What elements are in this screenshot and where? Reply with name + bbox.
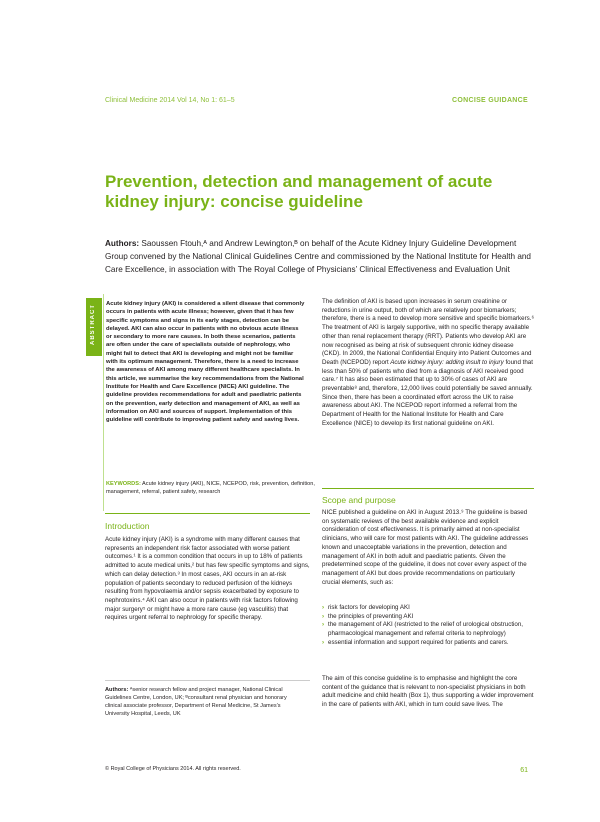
author-notes-text: ᴬsenior research fellow and project manager, National Clinical Guidelines Centre, London, UK; ᴮconsultant renal physician and honorary clinical associate professor, Department of Renal Medicine, St James’s University Hospital, Leeds, UK [105,687,287,717]
intro-rule [105,513,310,514]
list-item: › essential information and support required for patients and carers. [322,639,534,648]
intro-text: Acute kidney injury (AKI) is a syndrome with many different causes that represents an independent risk factor associated with worse patient outcomes.¹ It is a common condition that occurs in up to 18% of patients admitted to acute medical units,² but has few specific symptoms and signs, which can delay detection.³ In most cases, AKI occurs in an at-risk population of patients secondary to reduced perfusion of the kidneys resulting from hypovolaemia and/or sepsis exacerbated by exposure to nephrotoxins.⁴ AKI can also occur in patients with risk factors following major surgery⁵ or might have a more rare cause (eg vasculitis) that requires urgent referral to nephrology for specific therapy. [105,536,310,622]
scope-bullets [322,604,534,648]
journal-citation: Clinical Medicine 2014 Vol 14, No 1: 61–5 [105,97,235,104]
keywords-label: KEYWORDS: [106,481,141,487]
article-title: Prevention, detection and management of acute kidney injury: concise guideline [105,172,493,211]
scope-heading: Scope and purpose [322,495,396,505]
abstract-text: Acute kidney injury (AKI) is considered a silent disease that commonly occurs in patients with acute illness; however, given that it has few specific symptoms and signs in its early stages, detection can be delayed. AKI can also occur in patients with no obvious acute illness or secondary to more rare causes. In both these scenarios, patients are often under the care of specialists outside of nephrology, who might fail to detect that AKI is developing and might not be familiar with its optimum management. Therefore, there is a need to increase the awareness of AKI among many different healthcare specialists. In this article, we summarise the key recommendations from the National Institute for Health and Care Excellence (NICE) AKI guideline. The guideline provides recommendations for adult and paediatric patients on the prevention, early detection and management of AKI, as well as information on AKI and sources of support. Implementation of this guideline will contribute to improving patient safety and saving lives. [106,301,305,424]
author-line [105,237,535,276]
right-para-1 [322,298,534,429]
page-number: 61 [520,767,528,774]
report-title: Acute kidney injury: adding insult to injury [388,358,504,366]
right-para-3: The aim of this concise guideline is to emphasise and highlight the core content of the guidance that is relevant to non-specialist physicians in both adult medicine and child health (Box 1), thus supporting a wider improvement in the care of patients with AKI, which in turn could save lives. The [322,675,534,709]
notes-rule [105,680,310,681]
scope-text: NICE published a guideline on AKI in August 2013.⁹ The guideline is based on systematic reviews of the best available evidence and explicit consideration of cost effectiveness. It is primarily aimed at non-specialist clinicians, who will care for most patients with AKI. The guideline addresses known and unacceptable variations in the prevention, detection and management of AKI in both adult and paediatric patients. Given the predetermined scope of the guideline, it does not cover every aspect of the management of AKI but does provide recommendations on particularly crucial elements, such as: [322,509,529,586]
list-item: › risk factors for developing AKI [322,604,534,613]
abstract-tab-label: ABSTRACT [90,304,96,345]
para1-rest: found that less than 50% of patients who died from a diagnosis of AKI received good care.⁷ It has also been estimated that up to 30% of cases of AKI are preventable⁸ and, therefore, 12,000 lives could potentially be saved annually. Since then, there has been a coordinated effort across the UK to raise awareness about AKI. The NCEPOD report informed a referral from the Department of Health for the National Institute for Health and Care Excellence (NICE) to develop its first national guideline on AKI. [322,358,533,427]
authors-text: Saoussen Ftouh,ᴬ and Andrew Lewington,ᴮ on behalf of the Acute Kidney Injury Guideline Development Group convened by the National Clinical Guidelines Centre and commissioned by the National Institute for Health and Care Excellence, in association with The Royal College of Physicians’ Clinical Effectiveness and Evaluation Unit [105,239,531,274]
scope-rule [322,488,534,489]
list-item: › the management of AKI (restricted to the relief of urological obstruction, pharmacological management and referral criteria to nephrology) [322,621,534,638]
authors-label: Authors: [105,239,140,248]
intro-heading: Introduction [105,521,150,531]
copyright: © Royal College of Physicians 2014. All rights reserved. [105,766,241,772]
author-notes-label: Authors: [105,687,129,693]
author-notes [105,686,305,718]
keywords [106,480,316,496]
list-item: › the principles of preventing AKI [322,613,534,622]
section-label: CONCISE GUIDANCE [452,97,528,104]
para1-text: The definition of AKI is based upon increases in serum creatinine or reductions in urine output, both of which are relatively poor biomarkers; therefore, there is a need to develop more sensitive and specific biomarkers.⁶ The treatment of AKI is largely supportive, with no specific therapy available other than renal replacement therapy (RRT). Patients who develop AKI are now recognised as being at risk of subsequent chronic kidney disease (CKD). In 2009, the National Confidential Enquiry into Patient Outcomes and Death (NCEPOD) report [322,298,535,366]
abstract-tab [86,298,102,356]
keywords-text: Acute kidney injury (AKI), NICE, NCEPOD, risk, prevention, definition, management, referral, patient safety, research [106,481,315,495]
